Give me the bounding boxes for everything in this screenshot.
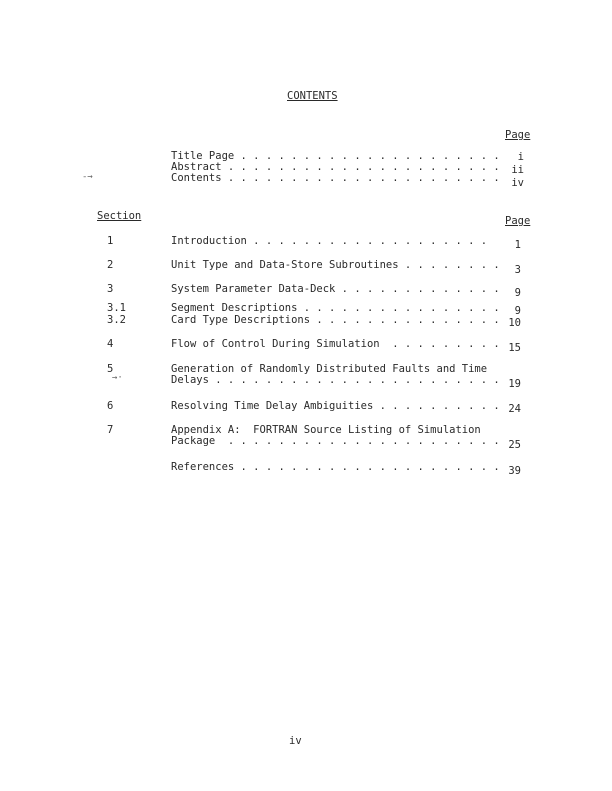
toc-front-label: Title Page . . . . . . . . . . . . . . . . . . . . . [171, 150, 500, 162]
section-column-header: Section [97, 210, 142, 222]
toc-section-title: Unit Type and Data-Store Subroutines . . . . . . . . [171, 259, 500, 271]
toc-section-number: 3 [107, 283, 114, 295]
toc-section-number: 3.2 [107, 314, 126, 326]
toc-section-page: 1 [514, 239, 521, 251]
toc-section-page: 9 [514, 305, 521, 317]
toc-section-title: References . . . . . . . . . . . . . . . . . . . . . [171, 461, 500, 473]
toc-section-title: Generation of Randomly Distributed Faults and Time [171, 363, 488, 375]
toc-section-number: 2 [107, 259, 114, 271]
stray-mark: →· [112, 373, 123, 383]
footer-page-number: iv [289, 735, 302, 747]
toc-section-number: 5 [107, 363, 114, 375]
toc-section-number: 1 [107, 235, 114, 247]
page-column-header-2: Page [505, 215, 531, 227]
toc-section-title: Flow of Control During Simulation . . . . . . . . . [171, 338, 500, 350]
toc-front-page: iv [511, 177, 524, 189]
toc-section-page: 10 [508, 317, 521, 329]
toc-section-title: Resolving Time Delay Ambiguities . . . . . . . . . . [171, 400, 500, 412]
stray-mark: -→ [82, 172, 93, 182]
toc-front-page: i [517, 151, 524, 163]
toc-section-number: 4 [107, 338, 114, 350]
toc-section-page: 3 [514, 264, 521, 276]
toc-section-title: System Parameter Data-Deck . . . . . . . . . . . . . [171, 283, 500, 295]
toc-section-number: 6 [107, 400, 114, 412]
page-title: CONTENTS [287, 90, 338, 102]
toc-front-page: ii [511, 164, 524, 176]
toc-section-page: 9 [514, 287, 521, 299]
toc-front-label: Abstract . . . . . . . . . . . . . . . . . . . . . . [171, 161, 500, 173]
toc-front-label: Contents . . . . . . . . . . . . . . . . . . . . . . [171, 172, 500, 184]
toc-section-title: Segment Descriptions . . . . . . . . . . . . . . . . [171, 302, 500, 314]
toc-section-number: 7 [107, 424, 114, 436]
toc-section-page: 39 [508, 465, 521, 477]
toc-section-page: 15 [508, 342, 521, 354]
toc-section-page: 24 [508, 403, 521, 415]
toc-section-title: Introduction . . . . . . . . . . . . . . . . . . . [171, 235, 488, 247]
toc-section-number: 3.1 [107, 302, 126, 314]
toc-section-page: 25 [508, 439, 521, 451]
toc-section-page: 19 [508, 378, 521, 390]
page-column-header: Page [505, 129, 531, 141]
toc-section-title: Appendix A: FORTRAN Source Listing of Simulation [171, 424, 481, 436]
toc-section-title: Delays . . . . . . . . . . . . . . . . . . . . . . . [171, 374, 500, 386]
toc-section-title: Card Type Descriptions . . . . . . . . . . . . . . . [171, 314, 500, 326]
toc-section-title: Package . . . . . . . . . . . . . . . . . . . . . . [171, 435, 500, 447]
